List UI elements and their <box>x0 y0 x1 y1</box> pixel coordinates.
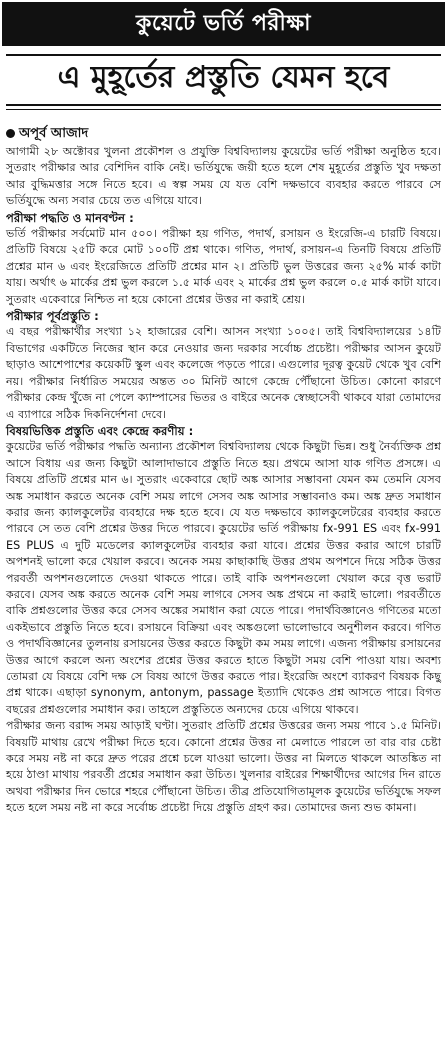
section-paragraph: এ বছর পরীক্ষার্থীর সংখ্যা ১২ হাজারের বেশি। আসন সংখ্যা ১০০৫। তাই বিশ্ববিদ্যালয়ের ১৪টি বিভাগের একটিতে নিজের স্থান করে নেওয়ার জন্য দরকার সর্বোচ্চ প্রচেষ্টা। পরীক্ষার আসন কুয়েট ছাড়াও আশেপাশের কয়েকটি স্কুল এবং কলেজে পড়তে পারে। এগুলোর দূরত্ব কুয়েট থেকে খুব বেশি নয়। পরীক্ষার নির্ধারিত সময়ের অন্তত ৩০ মিনিট আগে কেন্দ্রে পৌঁছানো উচিত। কোনো কারণে পরীক্ষার কেন্দ্র খুঁজে না পেলে ক্যাম্পাসের ভিতর ও বাইরে অনেক স্বেচ্ছাসেবী থাকবে যারা তোমাদের এ ব্যাপারে সঠিক দিকনির্দেশনা দেবে। <box>6 325 441 421</box>
byline <box>6 126 441 142</box>
byline-bullet-icon <box>6 129 15 138</box>
section-heading: বিষয়ভিত্তিক প্রস্তুতি এবং কেন্দ্রে করণীয় : <box>6 423 194 438</box>
headline-bottom-rule-thin <box>6 109 441 110</box>
closing-paragraph: পরীক্ষার জন্য বরাদ্দ সময় আড়াই ঘণ্টা। সুতরাং প্রতিটি প্রশ্নের উত্তরের জন্য সময় পাবে ১.৫ মিনিট। বিষয়টি মাথায় রেখে পরীক্ষা দিতে হবে। কোনো প্রশ্নের উত্তর না মেলাতে পারলে তা বার বার চেষ্টা করে সময় নষ্ট না করে দ্রুত পরের প্রশ্নে চলে যাওয়া ভালো। উত্তর না মিলতে থাকলে আতঙ্কিত না হয়ে ঠাণ্ডা মাথায় পরবর্তী প্রশ্নের সমাধান করা উচিত। খুলনার বাইরের শিক্ষার্থীদের আগের দিন রাতে অথবা পরীক্ষার দিন ভোরে শহরে পৌঁছানো উচিত। তীব্র প্রতিযোগিতামূলক কুয়েটের ভর্তিযুদ্ধে সফল হতে হলে সময় নষ্ট না করে সর্বোচ্চ প্রচেষ্টা দিয়ে প্রস্তুতি গ্রহণ কর। তোমাদের জন্য শুভ কামনা। <box>6 719 441 815</box>
section-heading: পরীক্ষা পদ্ধতি ও মানবণ্টন : <box>6 210 134 225</box>
section-paragraph: ভর্তি পরীক্ষার সর্বমোট মান ৫০০। পরীক্ষা হয় গণিত, পদার্থ, রসায়ন ও ইংরেজি-এ চারটি বিষয়ে। প্রতিটি বিষয়ে ২৫টি করে মোট ১০০টি প্রশ্ন থাকে। গণিত, পদার্থ, রসায়ন-এ তিনটি বিষয়ে প্রতিটি প্রশ্নের মান ৬ এবং ইংরেজিতে প্রতিটি প্রশ্নের মান ২। প্রতিটি ভুল উত্তরের জন্য ২৫% মার্ক কাটা যায়। অর্থাৎ ৬ মার্কের প্রশ্ন ভুল করলে ১.৫ মার্ক এবং ২ মার্কের প্রশ্ন ভুল করলে ০.৫ মার্ক কাটা যাবে। সুতরাং একেবারে নিশ্চিত না হয়ে কোনো প্রশ্নের উত্তর না করাই শ্রেয়। <box>6 227 441 306</box>
author-name: অপূর্ব আজাদ <box>19 126 89 141</box>
intro-paragraph: আগামী ২৮ অক্টোবর খুলনা প্রকৌশল ও প্রযুক্তি বিশ্ববিদ্যালয় কুয়েটের ভর্তি পরীক্ষা অনুষ্ঠিত হবে। সুতরাং পরীক্ষার আর বেশিদিন বাকি নেই। ভর্তিযুদ্ধে জয়ী হতে হলে শেষ মুহূর্তের প্রস্তুতি খুব দক্ষতা আর বুদ্ধিমত্তার সঙ্গে নিতে হবে। এ স্বল্প সময় যে যত বেশি দক্ষভাবে ব্যবহার করতে পারবে সে ভর্তিযুদ্ধে অন্য সবার চেয়ে তত এগিয়ে যাবে। <box>6 145 441 208</box>
article-body <box>6 126 441 817</box>
section-banner: কুয়েটে ভর্তি পরীক্ষা <box>2 2 445 46</box>
headline-bottom-rule <box>6 104 441 106</box>
section-paragraph: কুয়েটের ভর্তি পরীক্ষার পদ্ধতি অন্যান্য প্রকৌশল বিশ্ববিদ্যালয় থেকে কিছুটা ভিন্ন। শুধু নৈর্ব্যক্তিক প্রশ্ন আসে বিধায় এর জন্য কিছুটা আলাদাভাবে প্রস্তুতি নিতে হয়। প্রথমে আসা যাক গণিত প্রসঙ্গে। এ বিষয়ে প্রতিটি প্রশ্নের মান ৬। সুতরাং একেবারে ছোট অঙ্ক আসার সম্ভাবনা যেমন কম তেমনি যেসব অঙ্ক সমাধান করতে অনেক বেশি সময় লাগে সেসব অঙ্ক আসার সম্ভাবনাও কম। অঙ্ক দ্রুত সমাধান করার জন্য ক্যালকুলেটর ব্যবহারে দক্ষ হতে হবে। যে যত দক্ষভাবে ক্যালকুলেটরের ব্যবহার করতে পারবে সে তত বেশি প্রশ্নের উত্তর দিতে পারবে। কুয়েটের ভর্তি পরীক্ষায় fx-991 ES এবং fx-991 ES PLUS এ দুটি মডেলের ক্যালকুলেটর ব্যবহার করা যাবে। প্রশ্নের উত্তর করার আগে চারটি অপশনই ভালো করে খেয়াল করবে। অনেক সময় কাছাকাছি উত্তর প্রথম অপশনে দিয়ে সঠিক উত্তর পরবর্তী অপশনগুলোতে দেওয়া থাকতে পারে। তাই বাকি অপশনগুলো খেয়াল করে বৃত্ত ভরাট করবে। যেসব অঙ্ক করতে অনেক বেশি সময় লাগবে সেসব অঙ্ক প্রথমে না করাই ভালো। পরবর্তীতে বাকি প্রশ্নগুলোর উত্তর করে সেসব অঙ্কের সমাধান করা যেতে পারে। পদার্থবিজ্ঞানেও গণিতের মতো একইভাবে প্রস্তুতি নিতে হবে। রসায়নে বিক্রিয়া এবং অঙ্কগুলো ভালোভাবে অনুশীলন করবে। গণিত ও পদার্থবিজ্ঞানের তুলনায় রসায়নের উত্তর করতে কিছুটা কম সময় লাগে। এজন্য পরীক্ষায় রসায়নের উত্তর আগে করলে অন্য অংশের প্রশ্নের উত্তর করতে হাতে কিছুটা সময় বেশি পাওয়া যায়। অবশ্য তোমরা যে বিষয়ে বেশি দক্ষ সে বিষয় আগে উত্তর করতে পার। ইংরেজি অংশে ব্যাকরণ বিষয়ক কিছু প্রশ্ন থাকে। এছাড়া synonym, antonym, passage ইত্যাদি থেকেও প্রশ্ন আসতে পারে। বিগত বছরের প্রশ্নগুলোর সমাধান কর। তাহলে প্রস্তুতিতে অন্যদের চেয়ে এগিয়ে থাকবে। <box>6 440 441 716</box>
section-heading: পরীক্ষার পূর্বপ্রস্তুতি : <box>6 309 99 324</box>
headline-top-rule <box>6 54 441 56</box>
headline: এ মুহূর্তের প্রস্তুতি যেমন হবে <box>57 60 390 95</box>
